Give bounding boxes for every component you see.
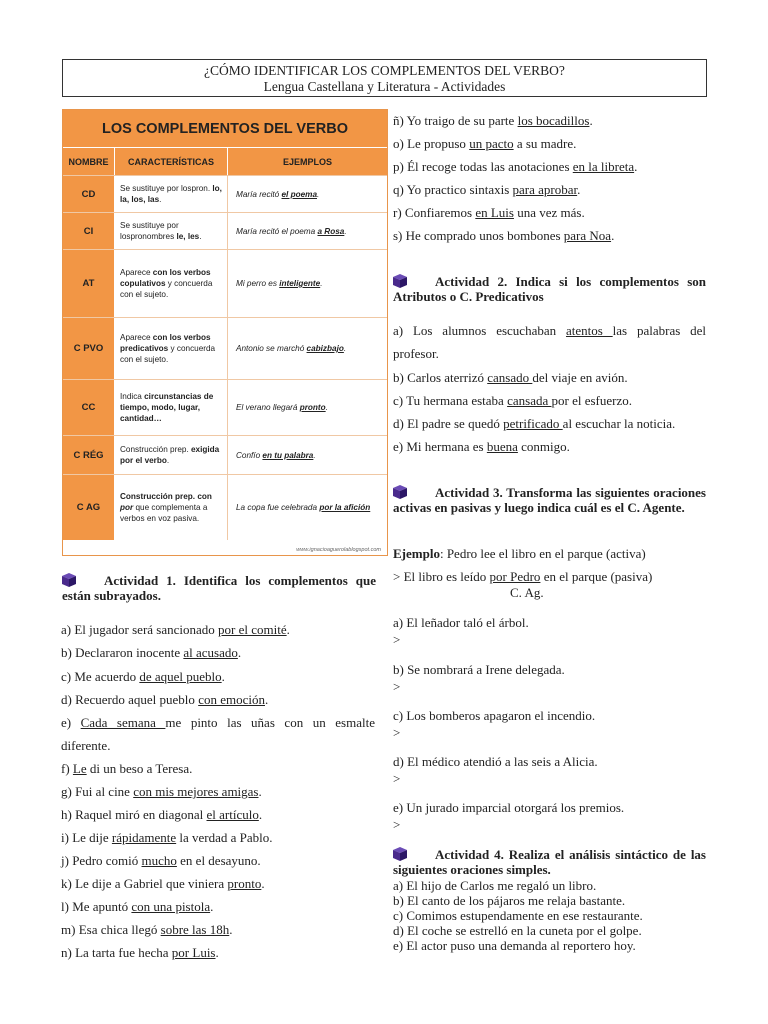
table-watermark: www.ignacioaguerolablogspot.com <box>296 547 381 553</box>
bold-text: exigida por el verbo <box>120 445 220 465</box>
bold-text: lo, la, los, las <box>120 184 222 204</box>
activity-title: Actividad 1. Identifica los complementos que están subrayados. <box>62 573 376 603</box>
row-example: Mi perro es inteligente. <box>236 279 323 288</box>
col-header-characteristics: CARACTERÍSTICAS <box>115 148 228 175</box>
col-header-name: NOMBRE <box>63 148 115 175</box>
text-line: c) Me acuerdo de aquel pueblo. <box>61 669 225 684</box>
text-line: d) El coche se estrelló en la cuneta por el golpe. <box>393 923 642 938</box>
bold-text: le, les <box>176 232 200 241</box>
underlined-complement: cabizbajo <box>306 344 344 353</box>
text-line: k) Le dije a Gabriel que viniera pronto. <box>61 876 265 891</box>
row-name: CI <box>63 213 115 249</box>
text-line: > <box>393 725 401 740</box>
underlined-complement: sobre las 18h <box>160 922 230 937</box>
underlined-complement: en tu palabra <box>262 450 314 460</box>
row-name: CC <box>63 380 115 435</box>
text-line: > <box>393 817 401 832</box>
example-line: Ejemplo: Pedro lee el libro en el parque (activa) <box>393 546 646 561</box>
underlined-complement: Cada semana <box>80 715 166 730</box>
text-line: ñ) Yo traigo de su parte los bocadillos. <box>393 113 593 128</box>
text-line: c) Tu hermana estaba cansada por el esfuerzo. <box>393 393 632 408</box>
text-line: e) Un jurado imparcial otorgará los premios. <box>393 800 625 815</box>
row-example: Confío en tu palabra. <box>236 450 316 460</box>
text-line: a) Los alumnos escuchaban atentos las palabras del <box>393 323 707 338</box>
underlined-complement: con una pistola <box>131 899 211 914</box>
text-line: e) El actor puso una demanda al reportero hoy. <box>393 938 636 953</box>
underlined-complement: buena <box>486 439 518 454</box>
text-line: d) Recuerdo aquel pueblo con emoción. <box>61 692 269 707</box>
row-name: CD <box>63 176 115 212</box>
activity-heading <box>393 274 706 304</box>
underlined-complement: petrificado <box>503 416 563 431</box>
table-row-cc <box>63 379 387 435</box>
underlined-complement: atentos <box>565 323 613 338</box>
underlined-complement: pronto <box>227 876 262 891</box>
page-subtitle: Lengua Castellana y Literatura - Actividades <box>263 79 506 94</box>
text-line: a) El leñador taló el árbol. <box>393 615 529 630</box>
table-title: LOS COMPLEMENTOS DEL VERBO <box>63 110 387 147</box>
text-line: g) Fui al cine con mis mejores amigas. <box>61 784 262 799</box>
text-line: f) Le di un beso a Teresa. <box>61 761 193 776</box>
table-row-at <box>63 249 387 317</box>
cube-icon <box>393 274 407 288</box>
activity-title: Actividad 2. Indica si los complementos son Atributos o C. Predicativos <box>393 274 706 304</box>
table-row-cd <box>63 175 387 212</box>
underlined-complement: por el comité <box>218 622 287 637</box>
example-label: Ejemplo <box>393 546 440 561</box>
cube-icon <box>393 847 407 861</box>
table-header-row <box>63 147 387 175</box>
underlined-complement: para aprobar <box>512 182 578 197</box>
text-line: profesor. <box>393 346 439 361</box>
bold-italic-text: por <box>120 503 134 512</box>
text-line: e) Mi hermana es buena conmigo. <box>393 439 570 454</box>
underlined-complement: inteligente <box>279 279 321 288</box>
table-row-c-pvo <box>63 317 387 379</box>
text-line: j) Pedro comió mucho en el desayuno. <box>61 853 261 868</box>
text-line: a) El jugador será sancionado por el comité. <box>61 622 290 637</box>
row-example: María recitó el poema. <box>236 189 320 199</box>
text-line: > <box>393 632 401 647</box>
underlined-complement: el artículo <box>206 807 259 822</box>
bold-text: Construcción prep. con <box>120 492 212 501</box>
text-line: l) Me apuntó con una pistola. <box>61 899 214 914</box>
row-characteristics: Indica circunstancias de tiempo, modo, lugar, cantidad… <box>115 380 228 435</box>
row-characteristics: Construcción prep. exigida por el verbo. <box>115 436 228 474</box>
text-line: q) Yo practico sintaxis para aprobar. <box>393 182 581 197</box>
table-row-c-ag <box>63 474 387 540</box>
underlined-complement: un pacto <box>469 136 514 151</box>
text-line: c) Los bomberos apagaron el incendio. <box>393 708 596 723</box>
activity-heading <box>62 573 376 603</box>
text-line: h) Raquel miró en diagonal el artículo. <box>61 807 263 822</box>
text-line: b) Carlos aterrizó cansado del viaje en avión. <box>393 370 628 385</box>
table-row-c-rég <box>63 435 387 474</box>
page-title: ¿CÓMO IDENTIFICAR LOS COMPLEMENTOS DEL VERBO? <box>204 63 565 78</box>
text-line: d) El médico atendió a las seis a Alicia. <box>393 754 598 769</box>
row-example: La copa fue celebrada por la afición <box>236 503 371 512</box>
underlined-complement: mucho <box>141 853 177 868</box>
underlined-complement: con mis mejores amigas <box>133 784 259 799</box>
text-line: > <box>393 771 401 786</box>
underlined-complement: con emoción <box>198 692 265 707</box>
underlined-complement: rápidamente <box>111 830 177 845</box>
text-line: n) La tarta fue hecha por Luis. <box>61 945 219 960</box>
underlined-complement: el poema <box>281 189 317 199</box>
activity-heading <box>393 847 706 877</box>
cube-icon <box>62 573 76 587</box>
underlined-complement: a Rosa <box>317 226 345 236</box>
row-example: María recitó el poema a Rosa. <box>236 226 347 236</box>
underlined-complement: en la libreta <box>572 159 635 174</box>
text-line: o) Le propuso un pacto a su madre. <box>393 136 577 151</box>
row-characteristics: Aparece con los verbos predicativos y concuerda con el sujeto. <box>115 318 228 379</box>
underlined-complement: cansado <box>487 370 533 385</box>
row-name: AT <box>63 250 115 317</box>
bold-text: circunstancias de tiempo, modo, lugar, cantidad… <box>120 392 214 423</box>
text-line: C. Ag. <box>510 585 544 600</box>
text-line: d) El padre se quedó petrificado al escuchar la noticia. <box>393 416 676 431</box>
underlined-complement: al acusado <box>183 645 238 660</box>
bold-text: con los verbos predicativos <box>120 333 211 353</box>
text-line: > <box>393 679 401 694</box>
row-characteristics: Se sustituye por lospronombres le, les. <box>115 213 228 249</box>
underlined-complement: de aquel pueblo <box>139 669 222 684</box>
text-line: m) Esa chica llegó sobre las 18h. <box>61 922 233 937</box>
row-name: C PVO <box>63 318 115 379</box>
underlined-complement: para Noa <box>563 228 612 243</box>
text-line: e) Cada semana me pinto las uñas con un esmalte <box>61 715 375 730</box>
text-line: > El libro es leído por Pedro en el parque (pasiva) <box>393 569 653 584</box>
underlined-complement: por la afición <box>319 503 371 512</box>
text-line: a) El hijo de Carlos me regaló un libro. <box>393 878 597 893</box>
underlined-complement: Le <box>72 761 87 776</box>
text-line: i) Le dije rápidamente la verdad a Pablo. <box>61 830 273 845</box>
col-header-examples: EJEMPLOS <box>282 156 332 167</box>
row-example: El verano llegará pronto. <box>236 403 328 412</box>
underlined-complement: cansada <box>507 393 552 408</box>
text-line: p) Él recoge todas las anotaciones en la libreta. <box>393 159 638 174</box>
row-name: C RÉG <box>63 436 115 474</box>
row-characteristics: Construcción prep. con por que complementa a verbos en voz pasiva. <box>115 475 228 540</box>
text-line: diferente. <box>61 738 111 753</box>
activity-heading <box>393 485 706 515</box>
table-row-ci <box>63 212 387 249</box>
row-name: C AG <box>63 475 115 540</box>
underlined-complement: por Luis <box>171 945 216 960</box>
text-line: r) Confiaremos en Luis una vez más. <box>393 205 585 220</box>
text-line: b) El canto de los pájaros me relaja bastante. <box>393 893 626 908</box>
text-line: c) Comimos estupendamente en ese restaurante. <box>393 908 643 923</box>
activity-title: Actividad 3. Transforma las siguientes oraciones activas en pasivas y luego indica cuál es el C. Agente. <box>393 485 706 515</box>
underlined-complement: en Luis <box>475 205 514 220</box>
row-characteristics: Se sustituye por lospron. lo, la, los, las. <box>115 176 228 212</box>
activity-title: Actividad 4. Realiza el análisis sintáctico de las siguientes oraciones simples. <box>393 847 706 877</box>
bold-text: con los verbos copulativos <box>120 268 211 288</box>
row-characteristics: Aparece con los verbos copulativos y concuerda con el sujeto. <box>115 250 228 317</box>
underlined-complement: los bocadillos <box>517 113 590 128</box>
complements-table <box>62 109 388 556</box>
text-line: b) Declararon inocente al acusado. <box>61 645 242 660</box>
page-header <box>62 59 707 97</box>
text-line: s) He comprado unos bombones para Noa. <box>393 228 615 243</box>
row-example: Antonio se marchó cabizbajo. <box>236 344 347 353</box>
cube-icon <box>393 485 407 499</box>
underlined-complement: por Pedro <box>489 569 541 584</box>
table-body <box>63 175 387 540</box>
underlined-complement: pronto <box>299 403 326 412</box>
text-line: b) Se nombrará a Irene delegada. <box>393 662 565 677</box>
